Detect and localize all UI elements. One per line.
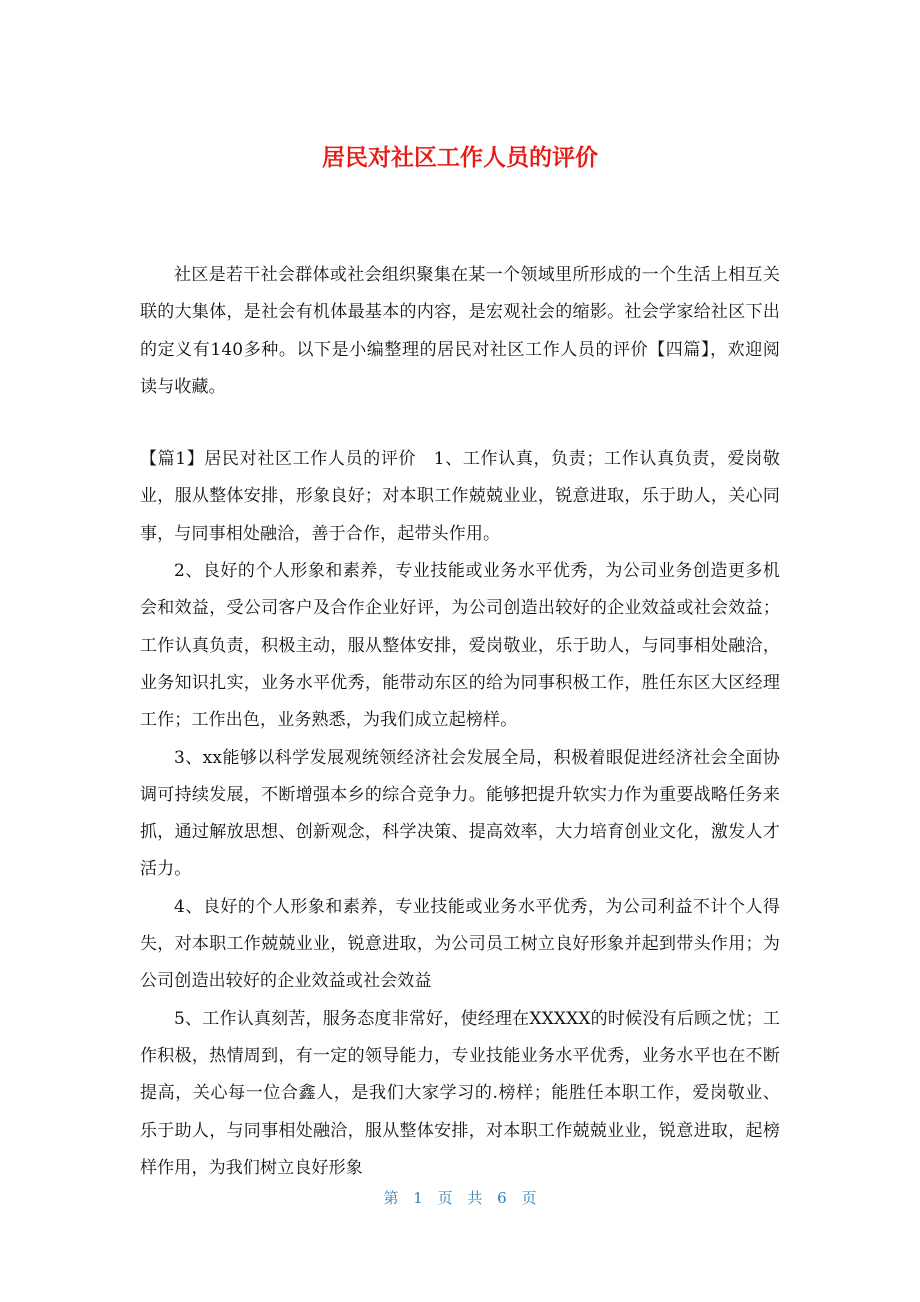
- document-body: [140, 257, 780, 1187]
- review-paragraph-4: 4、良好的个人形象和素养，专业技能或业务水平优秀，为公司利益不计个人得失，对本职工作兢兢业业，锐意进取，为公司员工树立良好形象并起到带头作用；为公司创造出较好的企业效益或社会效益: [140, 896, 780, 992]
- review-paragraph-2: 2、良好的个人形象和素养，专业技能或业务水平优秀，为公司业务创造更多机会和效益，受公司客户及合作企业好评，为公司创造出较好的企业效益或社会效益；工作认真负责，积极主动，服从整体安排，爱岗敬业，乐于助人，与同事相处融洽，业务知识扎实，业务水平优秀，能带动东区的给为同事积极工作，胜任东区大区经理工作；工作出色，业务熟悉，为我们成立起榜样。: [140, 561, 780, 731]
- intro-paragraph: 社区是若干社会群体或社会组织聚集在某一个领域里所形成的一个生活上相互关联的大集体，是社会有机体最基本的内容，是宏观社会的缩影。社会学家给社区下出的定义有140多种。以下是小编整理的居民对社区工作人员的评价【四篇】，欢迎阅读与收藏。: [140, 265, 780, 397]
- review-paragraph-3: 3、xx能够以科学发展观统领经济社会发展全局，积极着眼促进经济社会全面协调可持续发展，不断增强本乡的综合竞争力。能够把提升软实力作为重要战略任务来抓，通过解放思想、创新观念，科学决策、提高效率，大力培育创业文化，激发人才活力。: [140, 747, 780, 880]
- page-number-footer: 第 1 页 共 6 页: [383, 1189, 537, 1207]
- review-paragraph-5: 5、工作认真刻苦，服务态度非常好，使经理在XXXXX的时候没有后顾之忧；工作积极，热情周到，有一定的领导能力，专业技能业务水平优秀，业务水平也在不断提高，关心每一位合鑫人，是我们大家学习的.榜样；能胜任本职工作，爱岗敬业、乐于助人，与同事相处融洽，服从整体安排，对本职工作兢兢业业，锐意进取，起榜样作用，为我们树立良好形象: [140, 1008, 780, 1178]
- review-paragraph-1: 【篇1】居民对社区工作人员的评价 1、工作认真，负责；工作认真负责，爱岗敬业，服从整体安排，形象良好；对本职工作兢兢业业，锐意进取，乐于助人，关心同事，与同事相处融洽，善于合作，起带头作用。: [140, 449, 780, 544]
- document-title: 居民对社区工作人员的评价: [322, 145, 598, 171]
